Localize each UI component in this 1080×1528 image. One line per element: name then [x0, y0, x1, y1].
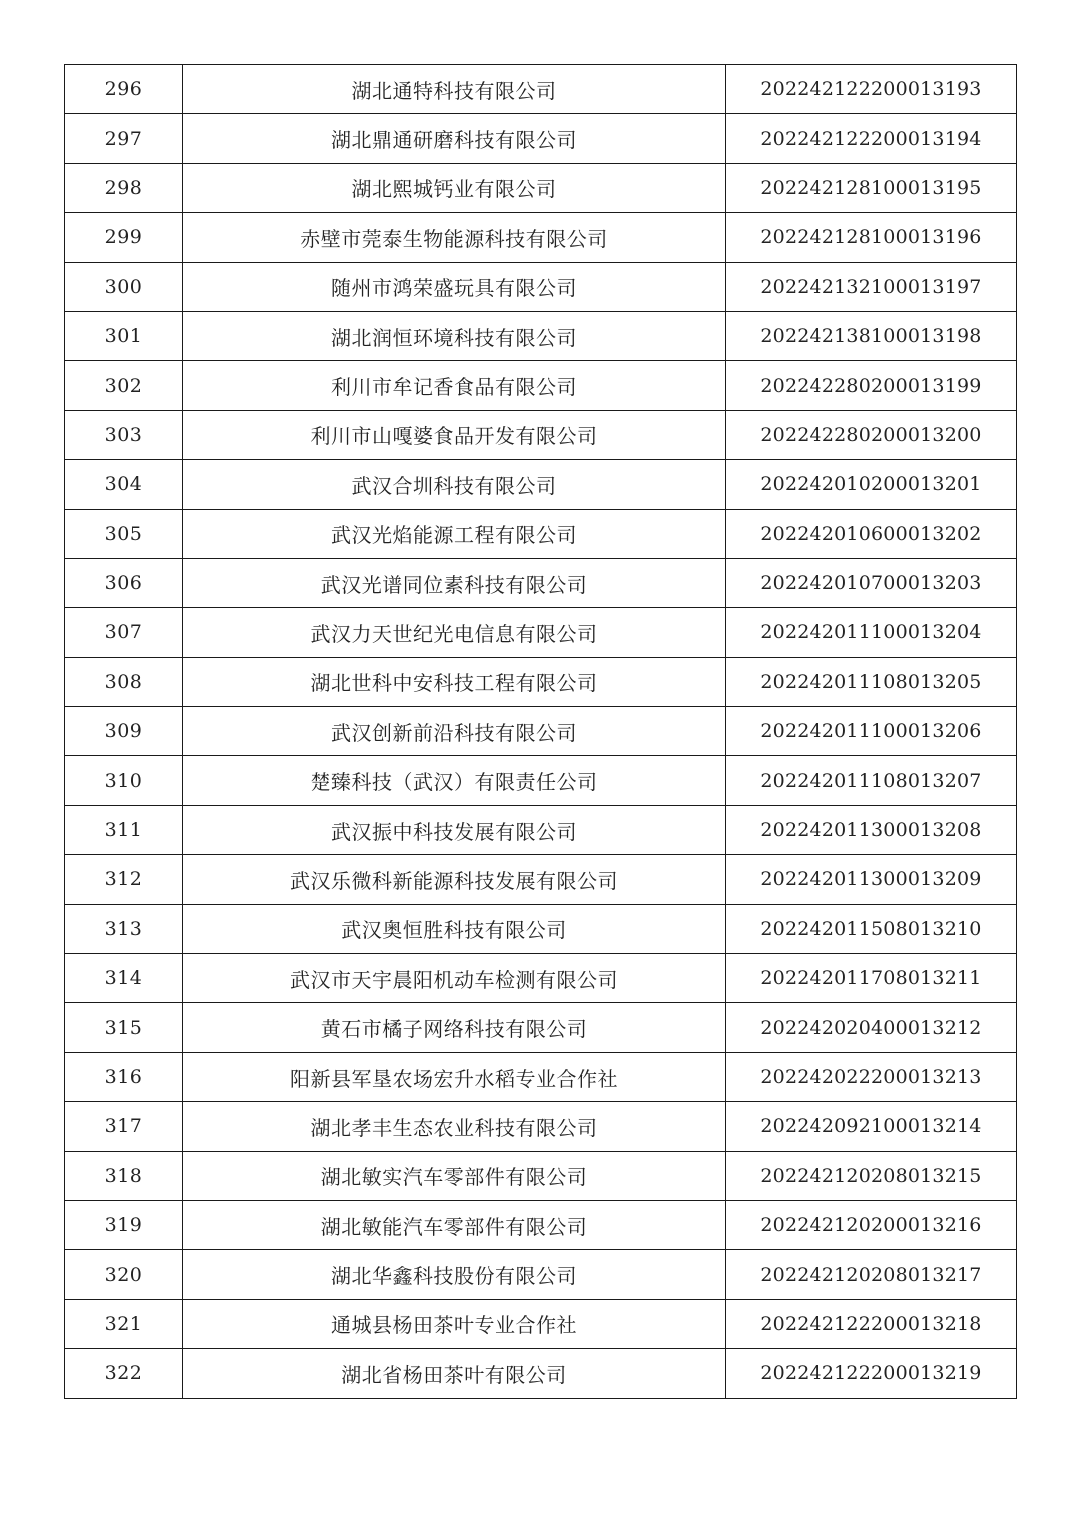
row-number: 318 — [65, 1151, 183, 1200]
table-row — [65, 163, 1017, 212]
registration-code: 202242011708013211 — [726, 954, 1017, 1003]
company-name: 湖北润恒环境科技有限公司 — [183, 311, 726, 360]
row-number: 317 — [65, 1102, 183, 1151]
registration-code: 202242011108013207 — [726, 756, 1017, 805]
registration-code: 202242010600013202 — [726, 509, 1017, 558]
table-row — [65, 460, 1017, 509]
row-number: 319 — [65, 1200, 183, 1249]
company-name: 武汉振中科技发展有限公司 — [183, 805, 726, 854]
registration-code: 202242011300013209 — [726, 855, 1017, 904]
company-name: 武汉光谱同位素科技有限公司 — [183, 558, 726, 607]
table-row — [65, 1151, 1017, 1200]
company-name: 通城县杨田茶叶专业合作社 — [183, 1299, 726, 1348]
row-number: 304 — [65, 460, 183, 509]
row-number: 314 — [65, 954, 183, 1003]
registration-code: 202242011100013206 — [726, 707, 1017, 756]
row-number: 312 — [65, 855, 183, 904]
table-row — [65, 114, 1017, 163]
row-number: 301 — [65, 311, 183, 360]
registration-code: 202242010700013203 — [726, 558, 1017, 607]
table-row — [65, 410, 1017, 459]
table-row — [65, 904, 1017, 953]
company-name: 湖北熙城钙业有限公司 — [183, 163, 726, 212]
company-name: 湖北敏能汽车零部件有限公司 — [183, 1200, 726, 1249]
table-row — [65, 509, 1017, 558]
table-row — [65, 608, 1017, 657]
company-name: 赤壁市莞泰生物能源科技有限公司 — [183, 213, 726, 262]
company-name: 利川市山嘎婆食品开发有限公司 — [183, 410, 726, 459]
row-number: 305 — [65, 509, 183, 558]
table-row — [65, 855, 1017, 904]
registration-code: 202242138100013198 — [726, 311, 1017, 360]
table-row — [65, 707, 1017, 756]
row-number: 315 — [65, 1003, 183, 1052]
registration-code: 202242280200013199 — [726, 361, 1017, 410]
company-name: 武汉奥恒胜科技有限公司 — [183, 904, 726, 953]
row-number: 321 — [65, 1299, 183, 1348]
company-name: 武汉光焰能源工程有限公司 — [183, 509, 726, 558]
registration-code: 202242128100013196 — [726, 213, 1017, 262]
table-row — [65, 1299, 1017, 1348]
table-row — [65, 756, 1017, 805]
row-number: 320 — [65, 1250, 183, 1299]
registration-code: 202242132100013197 — [726, 262, 1017, 311]
table-row — [65, 361, 1017, 410]
table-row — [65, 1349, 1017, 1398]
registration-code: 202242122200013219 — [726, 1349, 1017, 1398]
company-name: 阳新县军垦农场宏升水稻专业合作社 — [183, 1052, 726, 1101]
company-name: 楚臻科技（武汉）有限责任公司 — [183, 756, 726, 805]
row-number: 309 — [65, 707, 183, 756]
registration-code: 202242120208013215 — [726, 1151, 1017, 1200]
table-row — [65, 213, 1017, 262]
registration-code: 202242010200013201 — [726, 460, 1017, 509]
company-name: 湖北通特科技有限公司 — [183, 65, 726, 114]
company-name: 湖北鼎通研磨科技有限公司 — [183, 114, 726, 163]
company-name: 湖北省杨田茶叶有限公司 — [183, 1349, 726, 1398]
table-row — [65, 1052, 1017, 1101]
registration-code: 202242128100013195 — [726, 163, 1017, 212]
table-row — [65, 311, 1017, 360]
table-body — [65, 65, 1017, 1399]
registration-code: 202242092100013214 — [726, 1102, 1017, 1151]
row-number: 299 — [65, 213, 183, 262]
company-name: 武汉合圳科技有限公司 — [183, 460, 726, 509]
company-name: 黄石市橘子网络科技有限公司 — [183, 1003, 726, 1052]
registration-code: 202242120200013216 — [726, 1200, 1017, 1249]
registration-code: 202242122200013193 — [726, 65, 1017, 114]
company-list-table-container — [64, 64, 1015, 1399]
company-name: 湖北世科中安科技工程有限公司 — [183, 657, 726, 706]
company-name: 武汉力天世纪光电信息有限公司 — [183, 608, 726, 657]
table-row — [65, 1003, 1017, 1052]
company-name: 武汉市天宇晨阳机动车检测有限公司 — [183, 954, 726, 1003]
registration-code: 202242122200013218 — [726, 1299, 1017, 1348]
table-row — [65, 558, 1017, 607]
row-number: 300 — [65, 262, 183, 311]
row-number: 313 — [65, 904, 183, 953]
table-row — [65, 805, 1017, 854]
company-name: 武汉创新前沿科技有限公司 — [183, 707, 726, 756]
row-number: 302 — [65, 361, 183, 410]
company-name: 武汉乐微科新能源科技发展有限公司 — [183, 855, 726, 904]
row-number: 303 — [65, 410, 183, 459]
registration-code: 202242011100013204 — [726, 608, 1017, 657]
row-number: 322 — [65, 1349, 183, 1398]
table-row — [65, 65, 1017, 114]
table-row — [65, 1102, 1017, 1151]
company-list-table — [64, 64, 1017, 1399]
company-name: 利川市牟记香食品有限公司 — [183, 361, 726, 410]
table-row — [65, 262, 1017, 311]
table-row — [65, 657, 1017, 706]
table-row — [65, 954, 1017, 1003]
company-name: 湖北华鑫科技股份有限公司 — [183, 1250, 726, 1299]
table-row — [65, 1200, 1017, 1249]
registration-code: 202242020400013212 — [726, 1003, 1017, 1052]
registration-code: 202242011108013205 — [726, 657, 1017, 706]
table-row — [65, 1250, 1017, 1299]
row-number: 307 — [65, 608, 183, 657]
row-number: 308 — [65, 657, 183, 706]
company-name: 随州市鸿荣盛玩具有限公司 — [183, 262, 726, 311]
registration-code: 202242120208013217 — [726, 1250, 1017, 1299]
company-name: 湖北孝丰生态农业科技有限公司 — [183, 1102, 726, 1151]
row-number: 297 — [65, 114, 183, 163]
registration-code: 202242122200013194 — [726, 114, 1017, 163]
registration-code: 202242011300013208 — [726, 805, 1017, 854]
row-number: 306 — [65, 558, 183, 607]
registration-code: 202242280200013200 — [726, 410, 1017, 459]
row-number: 311 — [65, 805, 183, 854]
row-number: 310 — [65, 756, 183, 805]
registration-code: 202242011508013210 — [726, 904, 1017, 953]
row-number: 298 — [65, 163, 183, 212]
registration-code: 202242022200013213 — [726, 1052, 1017, 1101]
row-number: 316 — [65, 1052, 183, 1101]
row-number: 296 — [65, 65, 183, 114]
company-name: 湖北敏实汽车零部件有限公司 — [183, 1151, 726, 1200]
